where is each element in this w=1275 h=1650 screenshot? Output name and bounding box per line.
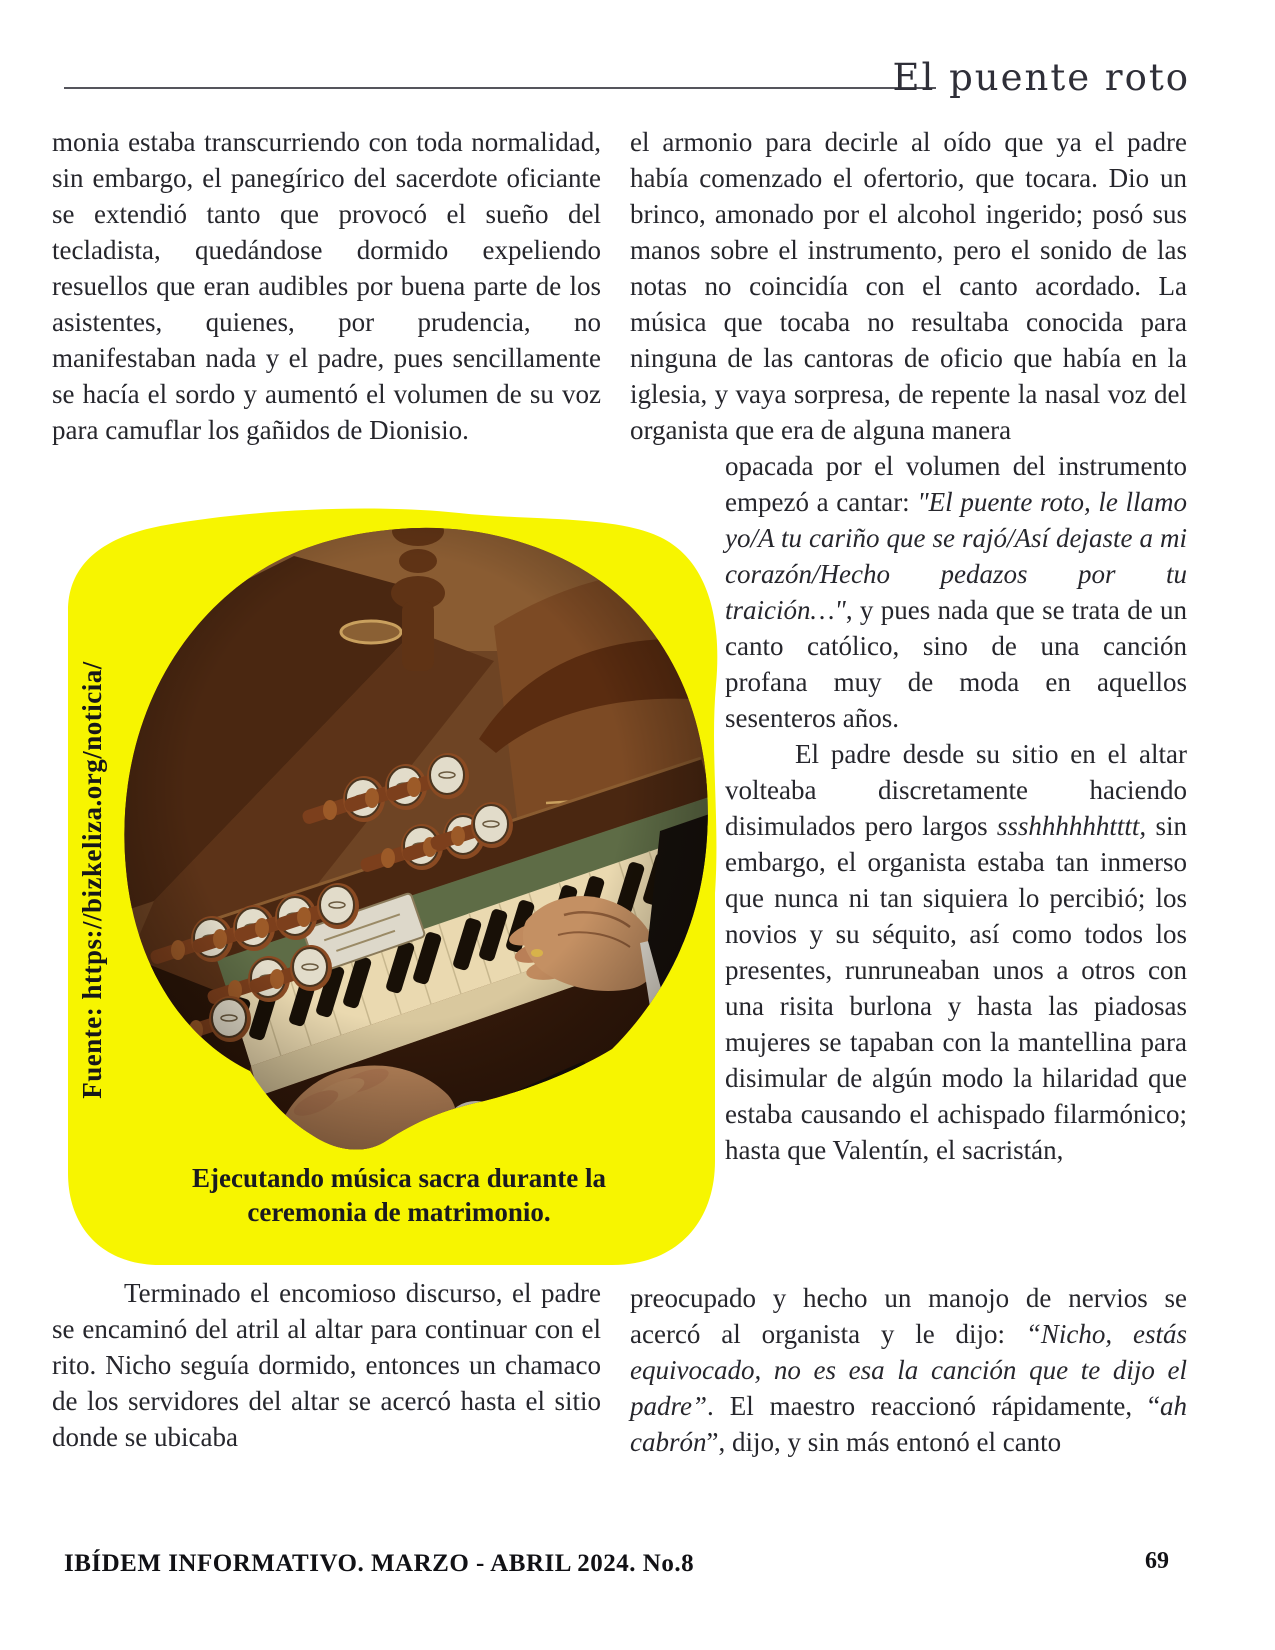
right-paragraph-song: opacada por el volumen del instrumento empezó a cantar: "El puente roto, le llamo yo/A tu cariño que se rajó/Así dejaste a mi corazón/Hecho pedazos por tu traición…", y pues nada que se trata de un canto católico, sino de una canción profana muy de moda en aquellos sesenteros años. (725, 451, 1187, 733)
figure-source-url: Fuente: https://bizkeliza.org/noticia/ (77, 661, 107, 1099)
right-paragraph-padre: El padre desde su sitio en el altar volteaba discretamente haciendo disimulados pero largos ssshhhhhhtttt, sin embargo, el organista estaba tan inmerso que nunca ni tan siquiera lo percibió; los novios y su séquito, así como todos los presentes, runruneaban unos a otros con una risita burlona y hasta las piadosas mujeres se tapaban con la mantellina para disimular de algún modo la hilaridad que estaba causando el achispado filarmónico; hasta que Valentín, el sacristán, (725, 739, 1187, 1165)
right-paragraph-bottom: preocupado y hecho un manojo de nervios se acercó al organista y le dijo: “Nicho, estás equivocado, no es esa la canción que te dijo el padre”. El maestro reaccionó rápidamente, “ah cabrón”, dijo, y sin más entonó el canto (630, 1283, 1188, 1457)
left-paragraph-2: Terminado el encomioso discurso, el padre se encaminó del atril al altar para continuar con el rito. Nicho seguía dormido, entonces un chamaco de los servidores del altar se acercó hasta el sitio donde se ubicaba (52, 1278, 601, 1452)
left-column (52, 124, 606, 1455)
page-number: 69 (1145, 1548, 1169, 1574)
right-paragraph-top: el armonio para decirle al oído que ya el padre había comenzado el ofertorio, que tocara. Dio un brinco, amonado por el alcohol ingerido; posó sus manos sobre el instrumento, pero el sonido de las notas no coincidía con el canto acordado. La música que tocaba no resultaba conocida para ninguna de las cantoras de oficio que había en la iglesia, y vaya sorpresa, de repente la nasal voz del organista que era de alguna manera (630, 127, 1187, 445)
page-title: El puente roto (892, 56, 1190, 99)
organ-figure-graphic (64, 501, 724, 1267)
footer-journal: IBÍDEM INFORMATIVO. MARZO - ABRIL 2024. No.8 (64, 1550, 695, 1577)
organ-figure (64, 501, 724, 1267)
header-rule (64, 87, 936, 89)
figure-caption: Ejecutando música sacra durante la ceremonia de matrimonio. (192, 1163, 606, 1227)
right-column (630, 124, 1187, 1460)
left-paragraph-1: monia estaba transcurriendo con toda normalidad, sin embargo, el panegírico del sacerdote oficiante se extendió tanto que provocó el sueño del tecladista, quedándose dormido expeliendo resuellos que eran audibles por buena parte de los asistentes, quienes, por prudencia, no manifestaban nada y el padre, pues sencillamente se hacía el sordo y aumentó el volumen de su voz para camuflar los gañidos de Dionisio. (52, 127, 601, 445)
right-wrapped-block (630, 448, 1187, 1280)
